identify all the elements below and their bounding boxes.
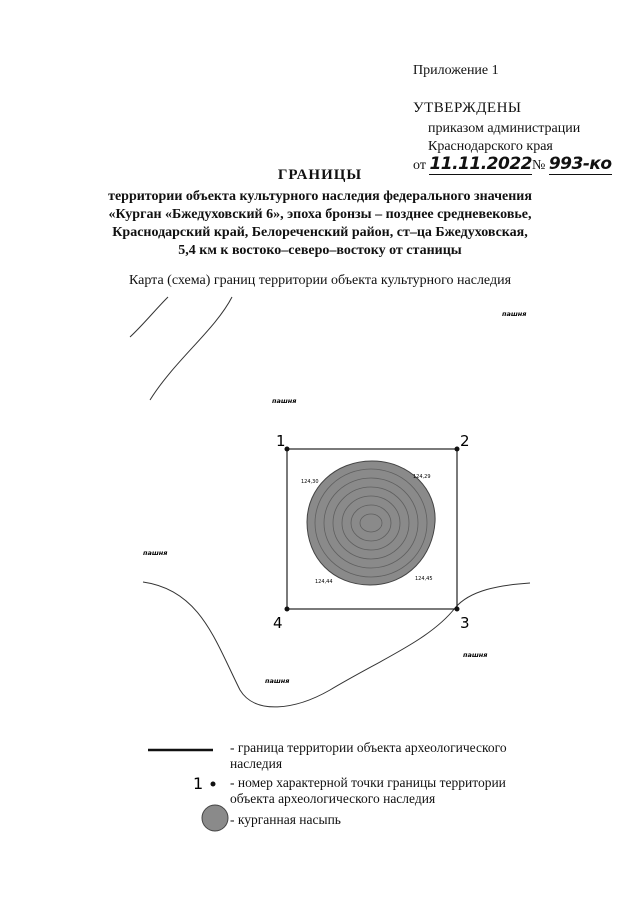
number-prefix: № — [531, 158, 546, 173]
field-label-n: пашня — [272, 397, 297, 405]
approval-line-1: приказом администрации — [428, 121, 581, 136]
field-label-se: пашня — [463, 651, 488, 659]
point-label-1: 1 — [276, 432, 286, 450]
elevation-sw: 124,44 — [315, 579, 333, 585]
legend-point-text-1: - номер характерной точки границы территории — [230, 775, 506, 790]
boundary-point-3 — [455, 607, 460, 612]
title-line-1: территории объекта культурного наследия федерального значения — [108, 189, 532, 204]
approval-line-2: Краснодарского края — [428, 139, 553, 154]
boundary-point-4 — [285, 607, 290, 612]
approval-number: 993-ко — [548, 154, 612, 174]
legend-mound — [230, 812, 341, 828]
field-label-s: пашня — [265, 677, 290, 685]
legend-mound-text: - курганная насыпь — [230, 812, 341, 827]
legend-point-number: 1 — [193, 774, 204, 793]
elevation-ne: 124,29 — [413, 474, 431, 480]
elevation-se: 124,45 — [415, 576, 433, 582]
legend-point-dot — [211, 782, 216, 787]
legend-boundary-text-1: - граница территории объекта археологического — [230, 740, 507, 755]
legend-boundary-text-2: наследия — [230, 756, 283, 771]
map-caption: Карта (схема) границ территории объекта культурного наследия — [128, 273, 512, 288]
title-line-4: 5,4 км к востоко–северо–востоку от станицы — [178, 243, 462, 258]
point-label-4: 4 — [273, 614, 283, 632]
field-label-w: пашня — [143, 549, 168, 557]
legend-point — [230, 775, 506, 807]
title-line-2: «Курган «Бжедуховский 6», эпоха бронзы – позднее средневековье, — [108, 207, 532, 222]
approval-date: 11.11.2022 — [429, 154, 532, 174]
elevation-nw: 124,30 — [301, 479, 319, 485]
field-line-north — [130, 297, 232, 400]
appendix-label: Приложение 1 — [413, 63, 499, 78]
document-heading: ГРАНИЦЫ — [277, 167, 363, 183]
date-prefix: от — [413, 158, 426, 173]
point-label-3: 3 — [460, 614, 470, 632]
boundary-point-2 — [455, 447, 460, 452]
field-label-ne: пашня — [502, 310, 527, 318]
legend-mound-icon — [202, 805, 228, 831]
field-line-south — [143, 582, 530, 707]
approved-label: УТВЕРЖДЕНЫ — [413, 100, 522, 116]
legend-point-text-2: объекта археологического наследия — [230, 791, 436, 806]
legend-boundary — [230, 740, 507, 772]
title-line-3: Краснодарский край, Белореченский район, ст–ца Бжедуховская, — [112, 225, 528, 240]
point-label-2: 2 — [460, 432, 470, 450]
